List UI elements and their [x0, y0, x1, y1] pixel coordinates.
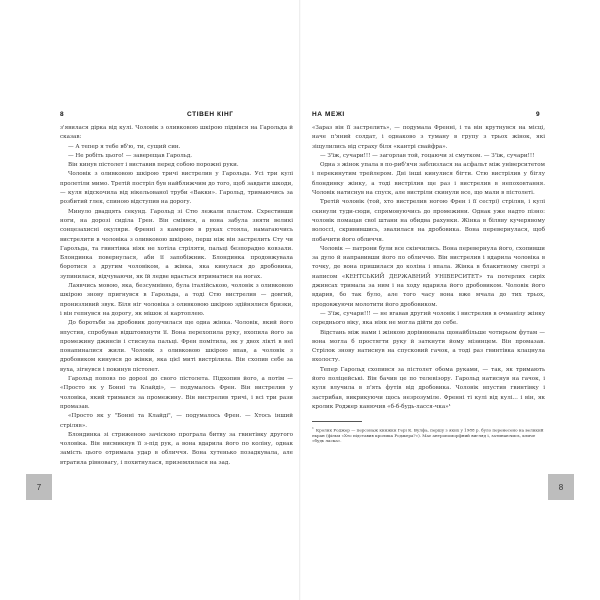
paragraph: Минуло двадцять секунд. Гарольд зі Стю лежали пластом. Схрестивши ноги, на дорозі сиділа Грен. Він сміявся, а вона забула зняти великі сонцезахисні окуляри. Френні з камерою в руках стояла, намагаючись вистрелити в чоловіка з оливковою шкірою, перш ніж він застрелить Сту чи Гарольда, та гвинтівка ніяк не хотіла стріляти, пальці безпорадно ковзали. Блондинка повернулася, аби її запобіжник. Блондинка продовжувала боротися з другим чоловіком, а жінка, яка кинулася до дробовика, зупинилася, відчуваючи, як їй ледве вдається втриматися на ногах. [60, 208, 293, 280]
right-running-head: НА МЕЖІ [312, 111, 345, 118]
footnote-text: Кролик Роджер — персонаж книжки Гері К. Вулфа, першу з яких у 1988 р. було перенесено на великий екран (фільм «Хто підставив кролика Роджера?»). Має антропоморфний вигляд і, затинаючись, кличе «будь ласка». [312, 427, 544, 444]
paragraph: Чоловік — патрони були все скінчились. Вона перевернула його, схопивши за дуло й направивши його по обличчю. Він вистрелив і вдарила чоловіка в точку, де вона пришилася до коліна і впала. Жінка в блакитному светрі з написом «КЕНТСЬКИЙ ДЕРЖАВНИЙ УНІВЕРСИТЕТ» та потерлих сиріх джинсах тримала за ним і на ходу вдарила його дробовиком. Чоловік його вдарив, бо так було, але того часу вона вже мчала до тих трьох, продовжуючи молотити його дробовиком. [312, 245, 545, 308]
paragraph: — З'їж, сучари!!! — загорлав той, гоцаючи зі смутком. — З'їж, сучари!!! [320, 152, 535, 159]
right-page [300, 0, 600, 600]
footnote-mark: 1 [312, 426, 314, 431]
paragraph: Гарольд поповз по дорозі до свого пістолета. Підхопив його, а потім — «Просто як у Бонні та Клайді», — подумалось Френ. Він вистрелив у чоловіка, який тримався за промежину. Він вистрелив тричі, і всі три рази промазав. [60, 376, 293, 410]
paragraph: Лаявчись мовою, яка, безсумнівно, була італійською, чоловік з оливковою шкірою знову пригнувся в Гарольда, а тоді Стю вистрелив — довгий, пронизливий звук. Біля ніг чоловіка з оливковою шкірою здійнялися бризки, і він гепнувся на дорогу, як мішок зі картоплею. [60, 283, 293, 317]
paragraph: Чоловік з оливковою шкірою тричі вистрелив у Гарольда. Усі три кулі пролетіли мимо. Третій постріл був найближчим до того, щоб завдати шкоди, — куля відскочила від нікельованої труби «Вакки». Гарольд, тримаючись за розбитий глек, спиною відступив на дорогу. [60, 171, 293, 206]
paragraph: «Зараз він її застрелить», — подумала Френні, і та він крутнувся на місці, наче п'яний солдат, і однаково з туману в групу з трьох жінок, які зіщулились від страху біля «кантрі свайфра». [312, 125, 545, 150]
right-page-tab: 8 [548, 474, 574, 500]
left-page-tab: 7 [26, 474, 52, 500]
footnote [312, 426, 545, 444]
left-folio: 8 [60, 111, 65, 118]
paragraph: з'явилася дірка від кулі. Чоловік з оливковою шкірою підвівся на Гарольда й сказав: [60, 125, 293, 141]
left-body-text [60, 124, 293, 468]
paragraph: Відстань між нами і жінкою дорівнювала щонайбільше чотирьом футам — вона могла б простягти руку й заткнути йому мізинцем. Він промазав. Стрілок знову натиснув на спусковий гачок, а тоді раз гвинтівка клацнула вхолосту. [312, 329, 545, 364]
paragraph: — З'їж, сучари!!! — не вгавав другий чоловік і вистрелив в очманілу жінку середнього віку, яка ніяк не могла дійти до себе. [312, 310, 545, 327]
paragraph: — А тепер я тебе вб'ю, ти, сущий син. [68, 143, 181, 150]
paragraph: Одна з жінок упала в по-риб'ячи заблизлася на асфальт між університетом і перекинутим трейлером. Дві інші кинулися бігти. Стю вистрілив у біглу блондинку жінку, а тоді вистрілив ще раз і вистрелив в непоховтання. Чоловік натиснув на спуск, але вистріли скинули все, що мали в пістолеті. [312, 162, 545, 197]
right-folio: 9 [536, 111, 541, 118]
left-running-head: СТІВЕН КІНГ [187, 111, 234, 118]
paragraph: Блондинка зі стриженою зачіскою програла битву за гвинтівку другого чоловіка. Він висмикнув її з-під рук, а вона вдарила його по коліну, однак замість цього отримала удар в обличчя. Вона хутенько позадкувала, але втратила рівновагу, і похитнулася, приземлилася на зад. [60, 431, 293, 466]
paragraph: До боротьби за дробовик долучилася ще одна жінка. Чоловік, який його впустив, спробував відштовхнути її. Вона перехопила руку, вхопила його за промежину джинсів і стиснула пальці. Френ помітила, як у двох лікті в неї понапиналися жили. Чоловік з оливковою шкірою впав, а чоловік з дробовиком кинувся до жінки, яка цієї миті вистрілила. Він схопив себе за вуха, зігнувся і покинув пістолет. [60, 320, 293, 373]
right-body-text [312, 124, 545, 444]
paragraph: — Не робіть цього! — заверещав Гарольд. [68, 152, 193, 159]
footnote-separator [312, 421, 362, 422]
paragraph: «Просто як у "Бонні та Клайді", — подумалось Френ. — Хтось інший стріляв». [60, 413, 293, 429]
paragraph: Він кинув пістолет і виставив перед собою порожні руки. [68, 162, 239, 169]
paragraph: Третій чоловік (той, хто вистрелив ногою Френ і її сестрі) стріляв, і кулі скинули туди-сюди, спрямовуючись до промежини. Однак уже надто пізно: чоловік помацав свої штани на обидва рахунки. Жінка в біляву кучерявому волоссі, скривившись, звалилася на дробовика. Вона перевернулася, щоб побачити його обличчя. [312, 199, 545, 243]
paragraph: Тепер Гарольд схопився за пістолет обома руками, — так, як тримають його поліцейські. Він бачив це по телевізору. Гарольд натиснув на гачок, і куля влучила в п'ять футів від дробовика. Чоловік впустив гвинтівку і застрибав, викрикуючи щось незрозуміле. Френні ті кулі від кулі... і він, як кролик Роджер канючив «б-б-будь-ласся-чка»¹ [312, 366, 545, 410]
